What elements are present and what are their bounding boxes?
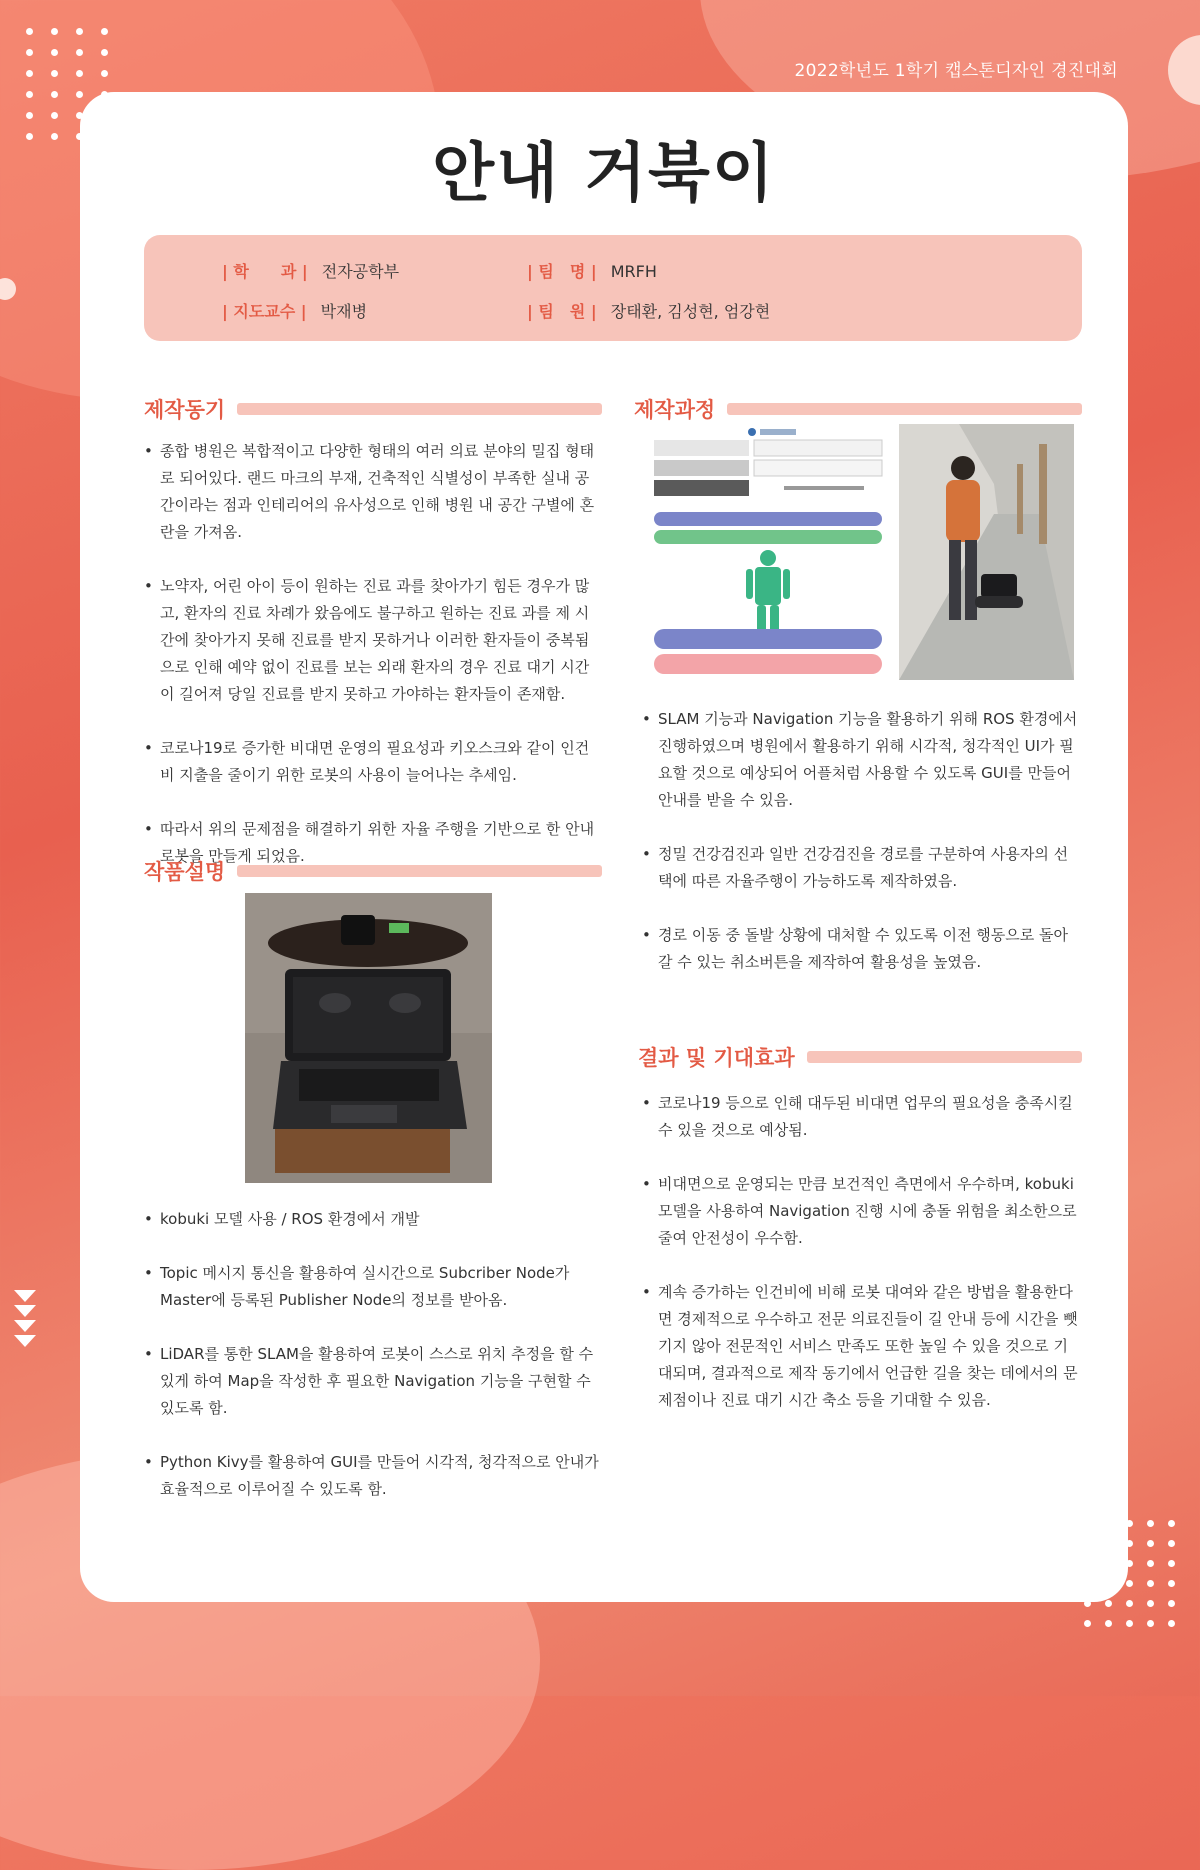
section-description-header <box>144 856 602 886</box>
section-motivation-header <box>144 394 602 424</box>
dot <box>1168 1600 1175 1607</box>
list-item: • 정밀 건강검진과 일반 건강검진을 경로를 구분하여 사용자의 선택에 따른 자율주행이 가능하도록 제작하였음. <box>642 841 1082 895</box>
dot <box>1168 1540 1175 1547</box>
dot <box>76 28 83 35</box>
hallway-photo <box>899 424 1074 680</box>
dot <box>1126 1580 1133 1587</box>
dot <box>1126 1620 1133 1627</box>
process-list <box>642 706 1082 1003</box>
info-box <box>144 235 1082 341</box>
section-description-title: 작품설명 <box>144 860 226 884</box>
dot <box>1168 1620 1175 1627</box>
dot <box>1168 1580 1175 1587</box>
section-divider <box>237 403 602 415</box>
event-title: 2022학년도 1학기 캡스톤디자인 경진대회 <box>794 61 1118 81</box>
section-motivation-title: 제작동기 <box>144 398 226 422</box>
info-members <box>527 299 770 322</box>
dot <box>51 70 58 77</box>
list-item: • Python Kivy를 활용하여 GUI를 만들어 시각적, 청각적으로 안내가 효율적으로 이루어질 수 있도록 함. <box>144 1449 602 1503</box>
dot <box>26 91 33 98</box>
list-item: • Topic 메시지 통신을 활용하여 실시간으로 Subcriber Node가 Master에 등록된 Publisher Node의 정보를 받아옴. <box>144 1260 602 1314</box>
dot <box>1168 1520 1175 1527</box>
triangle-down-icon <box>14 1335 36 1347</box>
info-advisor-label: | 지도교수 | <box>222 302 307 321</box>
dot <box>26 70 33 77</box>
dot <box>101 28 108 35</box>
info-team <box>527 259 657 282</box>
dot <box>51 49 58 56</box>
list-item: • 따라서 위의 문제점을 해결하기 위한 자율 주행을 기반으로 한 안내 로봇을 만들게 되었음. <box>144 816 602 870</box>
list-item: • kobuki 모델 사용 / ROS 환경에서 개발 <box>144 1206 602 1233</box>
triangle-down-icon <box>14 1290 36 1302</box>
dot <box>101 70 108 77</box>
dot <box>1147 1560 1154 1567</box>
dot <box>26 133 33 140</box>
list-item: • LiDAR를 통한 SLAM을 활용하여 로봇이 스스로 위치 추정을 할 수 있게 하여 Map을 작성한 후 필요한 Navigation 기능을 구현할 수 있도록 함. <box>144 1341 602 1422</box>
dot <box>1105 1620 1112 1627</box>
info-members-label: | 팀 원 | <box>527 302 597 321</box>
info-team-value: MRFH <box>610 262 657 281</box>
results-list <box>642 1090 1082 1441</box>
dot <box>1147 1520 1154 1527</box>
dot <box>1147 1600 1154 1607</box>
dot <box>1126 1600 1133 1607</box>
section-results-title: 결과 및 기대효과 <box>638 1046 795 1070</box>
section-results <box>638 1042 1082 1072</box>
dot <box>1147 1620 1154 1627</box>
list-item: • 종합 병원은 복합적이고 다양한 형태의 여러 의료 분야의 밀집 형태로 되어있다. 랜드 마크의 부재, 건축적인 식별성이 부족한 실내 공간이라는 점과 인테리어의 유사성으로 인해 병원 내 공간 구별에 혼란을 가져옴. <box>144 438 602 546</box>
list-item: • SLAM 기능과 Navigation 기능을 활용하기 위해 ROS 환경에서 진행하였으며 병원에서 활용하기 위해 시각적, 청각적인 UI가 필요할 것으로 예상되어 어플처럼 사용할 수 있도록 GUI를 만들어 안내를 받을 수 있음. <box>642 706 1082 814</box>
info-dept-label: | 학 과 | <box>222 262 308 281</box>
dot <box>51 91 58 98</box>
motivation-list <box>144 438 602 870</box>
dot <box>51 112 58 119</box>
list-item: • 노약자, 어린 아이 등이 원하는 진료 과를 찾아가기 힘든 경우가 많고, 환자의 진료 차례가 왔음에도 불구하고 원하는 진료 과를 제 시간에 찾아가지 못해 진료를 받지 못하거나 이러한 환자들이 중복됨으로 인해 예약 없이 진료를 보는 외래 환자의 경우 진료 대기 시간이 길어져 당일 진료를 받지 못하고 가야하는 환자들이 존재함. <box>144 573 602 708</box>
dot <box>1168 1560 1175 1567</box>
section-process-title: 제작과정 <box>634 398 716 422</box>
info-dept-value: 전자공학부 <box>321 262 400 281</box>
section-divider <box>727 403 1082 415</box>
triangle-down-icon <box>14 1320 36 1332</box>
section-divider <box>237 865 602 877</box>
list-item: • 경로 이동 중 돌발 상황에 대처할 수 있도록 이전 행동으로 돌아갈 수 있는 취소버튼을 제작하여 활용성을 높였음. <box>642 922 1082 976</box>
section-motivation <box>144 394 602 897</box>
list-item: • 비대면으로 운영되는 만큼 보건적인 측면에서 우수하며, kobuki 모델을 사용하여 Navigation 진행 시에 충돌 위험을 최소한으로 줄여 안전성이 우수함. <box>642 1171 1082 1252</box>
dot <box>1105 1600 1112 1607</box>
list-item: • 계속 증가하는 인건비에 비해 로봇 대여와 같은 방법을 활용한다면 경제적으로 우수하고 전문 의료진들이 길 안내 등에 시간을 뺏기지 않아 전문적인 서비스 만족도 또한 높일 수 있을 것으로 기대되며, 결과적으로 제작 동기에서 언급한 길을 찾는 데에서의 문제점이나 진료 대기 시간 축소 등을 기대할 수 있음. <box>642 1279 1082 1414</box>
list-item: • 코로나19 등으로 인해 대두된 비대면 업무의 필요성을 충족시킬 수 있을 것으로 예상됨. <box>642 1090 1082 1144</box>
section-results-header <box>638 1042 1082 1072</box>
info-advisor <box>222 299 367 322</box>
dot <box>76 49 83 56</box>
dot <box>101 49 108 56</box>
section-process <box>634 394 1082 424</box>
dot <box>26 49 33 56</box>
section-process-header <box>634 394 1082 424</box>
dot <box>76 91 83 98</box>
list-item: • 코로나19로 증가한 비대면 운영의 필요성과 키오스크와 같이 인건비 지출을 줄이기 위한 로봇의 사용이 늘어나는 추세임. <box>144 735 602 789</box>
poster-card <box>80 92 1128 1602</box>
dot <box>51 28 58 35</box>
info-team-label: | 팀 명 | <box>527 262 597 281</box>
dot <box>76 70 83 77</box>
dot <box>1147 1540 1154 1547</box>
dot <box>1084 1620 1091 1627</box>
section-divider <box>807 1051 1082 1063</box>
description-list <box>144 1206 602 1530</box>
info-advisor-value: 박재병 <box>320 302 368 321</box>
dot <box>51 133 58 140</box>
dot <box>26 28 33 35</box>
dot <box>1147 1580 1154 1587</box>
poster-title: 안내 거북이 <box>432 137 776 211</box>
info-members-value: 장태환, 김성현, 엄강현 <box>610 302 771 321</box>
triangle-down-icon <box>14 1305 36 1317</box>
robot-photo <box>245 893 492 1183</box>
section-description <box>144 856 602 886</box>
dot <box>26 112 33 119</box>
info-dept <box>222 259 399 282</box>
gui-screenshot <box>654 424 884 680</box>
